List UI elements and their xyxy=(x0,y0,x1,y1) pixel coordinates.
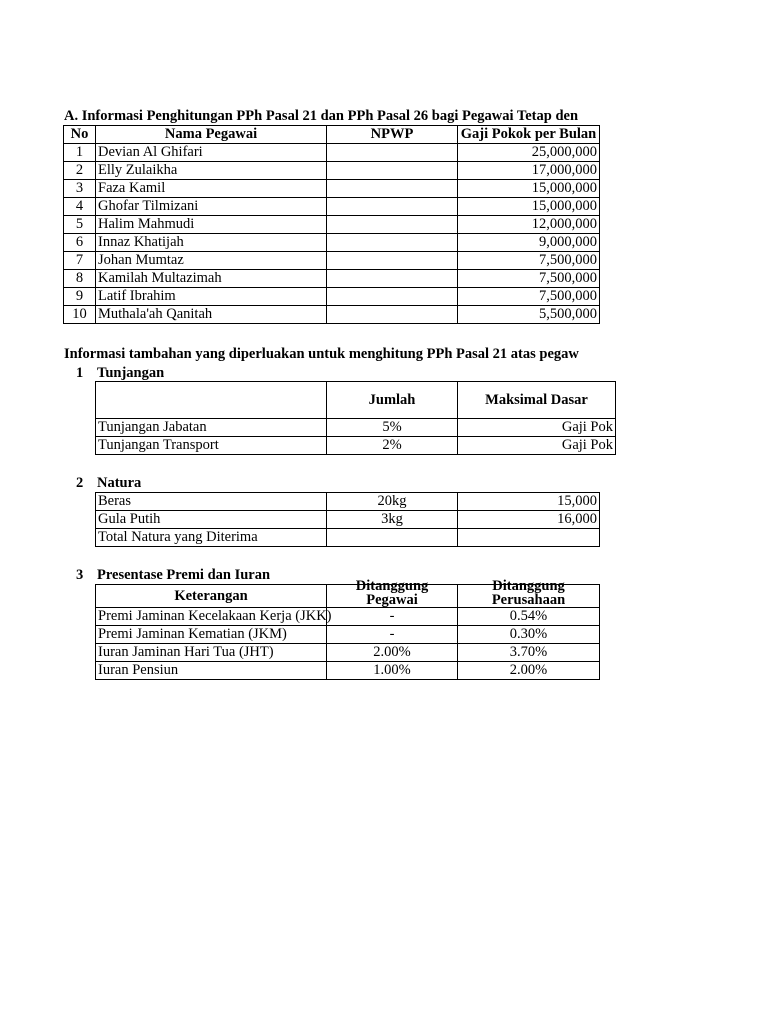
table-row xyxy=(64,198,600,216)
row-no: 1 xyxy=(64,144,96,162)
tunjangan-jumlah: 5% xyxy=(327,419,458,437)
tunjangan-jumlah: 2% xyxy=(327,437,458,455)
natura-qty xyxy=(327,529,458,547)
row-no: 8 xyxy=(64,270,96,288)
row-name: Kamilah Multazimah xyxy=(96,270,327,288)
tunjangan-table xyxy=(95,381,616,455)
premi-header-perusahaan xyxy=(458,578,600,608)
premi-perusahaan: 0.54% xyxy=(458,608,600,626)
header-npwp: NPWP xyxy=(327,126,458,144)
natura-qty: 3kg xyxy=(327,511,458,529)
row-gaji: 12,000,000 xyxy=(458,216,600,234)
table-row xyxy=(64,252,600,270)
premi-header-row xyxy=(96,585,600,608)
tunjangan-title: Tunjangan xyxy=(97,365,165,381)
tunjangan-label: Tunjangan Jabatan xyxy=(96,419,327,437)
natura-price: 16,000 xyxy=(458,511,600,529)
premi-header-pegawai xyxy=(327,578,458,608)
tunjangan-header-row xyxy=(96,382,616,419)
row-gaji: 7,500,000 xyxy=(458,270,600,288)
row-no: 7 xyxy=(64,252,96,270)
tunjangan-header-blank xyxy=(96,382,327,419)
tunjangan-number: 1 xyxy=(76,365,84,381)
table-row xyxy=(96,644,600,662)
premi-perusahaan: 2.00% xyxy=(458,662,600,680)
premi-title: Presentase Premi dan Iuran xyxy=(97,567,271,583)
header-gaji: Gaji Pokok per Bulan xyxy=(458,126,600,144)
row-npwp xyxy=(327,270,458,288)
premi-header-pegawai-text: Ditanggung Pegawai xyxy=(355,578,429,608)
table-row xyxy=(96,437,616,455)
premi-pegawai: 1.00% xyxy=(327,662,458,680)
table-row xyxy=(64,216,600,234)
row-npwp xyxy=(327,198,458,216)
tunjangan-dasar: Gaji Pok xyxy=(458,437,616,455)
table-row xyxy=(64,234,600,252)
table-row xyxy=(64,144,600,162)
row-npwp xyxy=(327,162,458,180)
table-row xyxy=(96,608,600,626)
tunjangan-label: Tunjangan Transport xyxy=(96,437,327,455)
natura-title: Natura xyxy=(97,475,142,491)
table-row xyxy=(64,306,600,324)
tunjangan-dasar: Gaji Pok xyxy=(458,419,616,437)
table-header-row xyxy=(64,126,600,144)
row-npwp xyxy=(327,306,458,324)
row-npwp xyxy=(327,288,458,306)
row-no: 3 xyxy=(64,180,96,198)
table-row xyxy=(64,270,600,288)
row-no: 9 xyxy=(64,288,96,306)
row-name: Ghofar Tilmizani xyxy=(96,198,327,216)
row-gaji: 15,000,000 xyxy=(458,198,600,216)
row-npwp xyxy=(327,216,458,234)
row-npwp xyxy=(327,252,458,270)
row-name: Halim Mahmudi xyxy=(96,216,327,234)
natura-label: Beras xyxy=(96,493,327,511)
natura-label: Total Natura yang Diterima xyxy=(96,529,327,547)
row-gaji: 7,500,000 xyxy=(458,252,600,270)
info-title: Informasi tambahan yang diperluakan untuk menghitung PPh Pasal 21 atas pegaw xyxy=(64,346,579,362)
table-row xyxy=(96,626,600,644)
table-row xyxy=(96,419,616,437)
premi-pegawai: 2.00% xyxy=(327,644,458,662)
employee-table xyxy=(63,125,600,324)
tunjangan-header-jumlah: Jumlah xyxy=(327,382,458,419)
premi-label: Iuran Pensiun xyxy=(96,662,327,680)
row-name: Elly Zulaikha xyxy=(96,162,327,180)
row-gaji: 17,000,000 xyxy=(458,162,600,180)
section-a-title: A. Informasi Penghitungan PPh Pasal 21 dan PPh Pasal 26 bagi Pegawai Tetap den xyxy=(64,108,579,124)
natura-qty: 20kg xyxy=(327,493,458,511)
row-name: Latif Ibrahim xyxy=(96,288,327,306)
row-no: 6 xyxy=(64,234,96,252)
premi-perusahaan: 3.70% xyxy=(458,644,600,662)
row-no: 10 xyxy=(64,306,96,324)
header-no: No xyxy=(64,126,96,144)
premi-number: 3 xyxy=(76,567,84,583)
premi-perusahaan: 0.30% xyxy=(458,626,600,644)
premi-header-perusahaan-text: Ditanggung Perusahaan xyxy=(491,578,566,608)
table-row xyxy=(96,529,600,547)
table-row xyxy=(96,511,600,529)
row-name: Devian Al Ghifari xyxy=(96,144,327,162)
premi-table xyxy=(95,578,600,680)
row-gaji: 7,500,000 xyxy=(458,288,600,306)
row-gaji: 15,000,000 xyxy=(458,180,600,198)
natura-label: Gula Putih xyxy=(96,511,327,529)
row-gaji: 9,000,000 xyxy=(458,234,600,252)
row-npwp xyxy=(327,144,458,162)
row-npwp xyxy=(327,180,458,198)
row-name: Johan Mumtaz xyxy=(96,252,327,270)
premi-header-keterangan: Keterangan xyxy=(96,585,327,608)
row-name: Faza Kamil xyxy=(96,180,327,198)
row-no: 2 xyxy=(64,162,96,180)
premi-label: Premi Jaminan Kematian (JKM) xyxy=(96,626,327,644)
premi-pegawai: - xyxy=(327,626,458,644)
row-gaji: 25,000,000 xyxy=(458,144,600,162)
natura-table xyxy=(95,492,600,547)
natura-number: 2 xyxy=(76,475,84,491)
premi-label: Premi Jaminan Kecelakaan Kerja (JKK) xyxy=(96,608,327,626)
table-row xyxy=(64,162,600,180)
premi-label: Iuran Jaminan Hari Tua (JHT) xyxy=(96,644,327,662)
table-row xyxy=(64,180,600,198)
row-no: 5 xyxy=(64,216,96,234)
table-row xyxy=(96,493,600,511)
premi-pegawai: - xyxy=(327,608,458,626)
natura-price: 15,000 xyxy=(458,493,600,511)
header-nama: Nama Pegawai xyxy=(96,126,327,144)
row-name: Muthala'ah Qanitah xyxy=(96,306,327,324)
row-gaji: 5,500,000 xyxy=(458,306,600,324)
tunjangan-header-dasar: Maksimal Dasar xyxy=(458,382,616,419)
row-npwp xyxy=(327,234,458,252)
row-no: 4 xyxy=(64,198,96,216)
row-name: Innaz Khatijah xyxy=(96,234,327,252)
table-row xyxy=(64,288,600,306)
table-row xyxy=(96,662,600,680)
natura-price xyxy=(458,529,600,547)
